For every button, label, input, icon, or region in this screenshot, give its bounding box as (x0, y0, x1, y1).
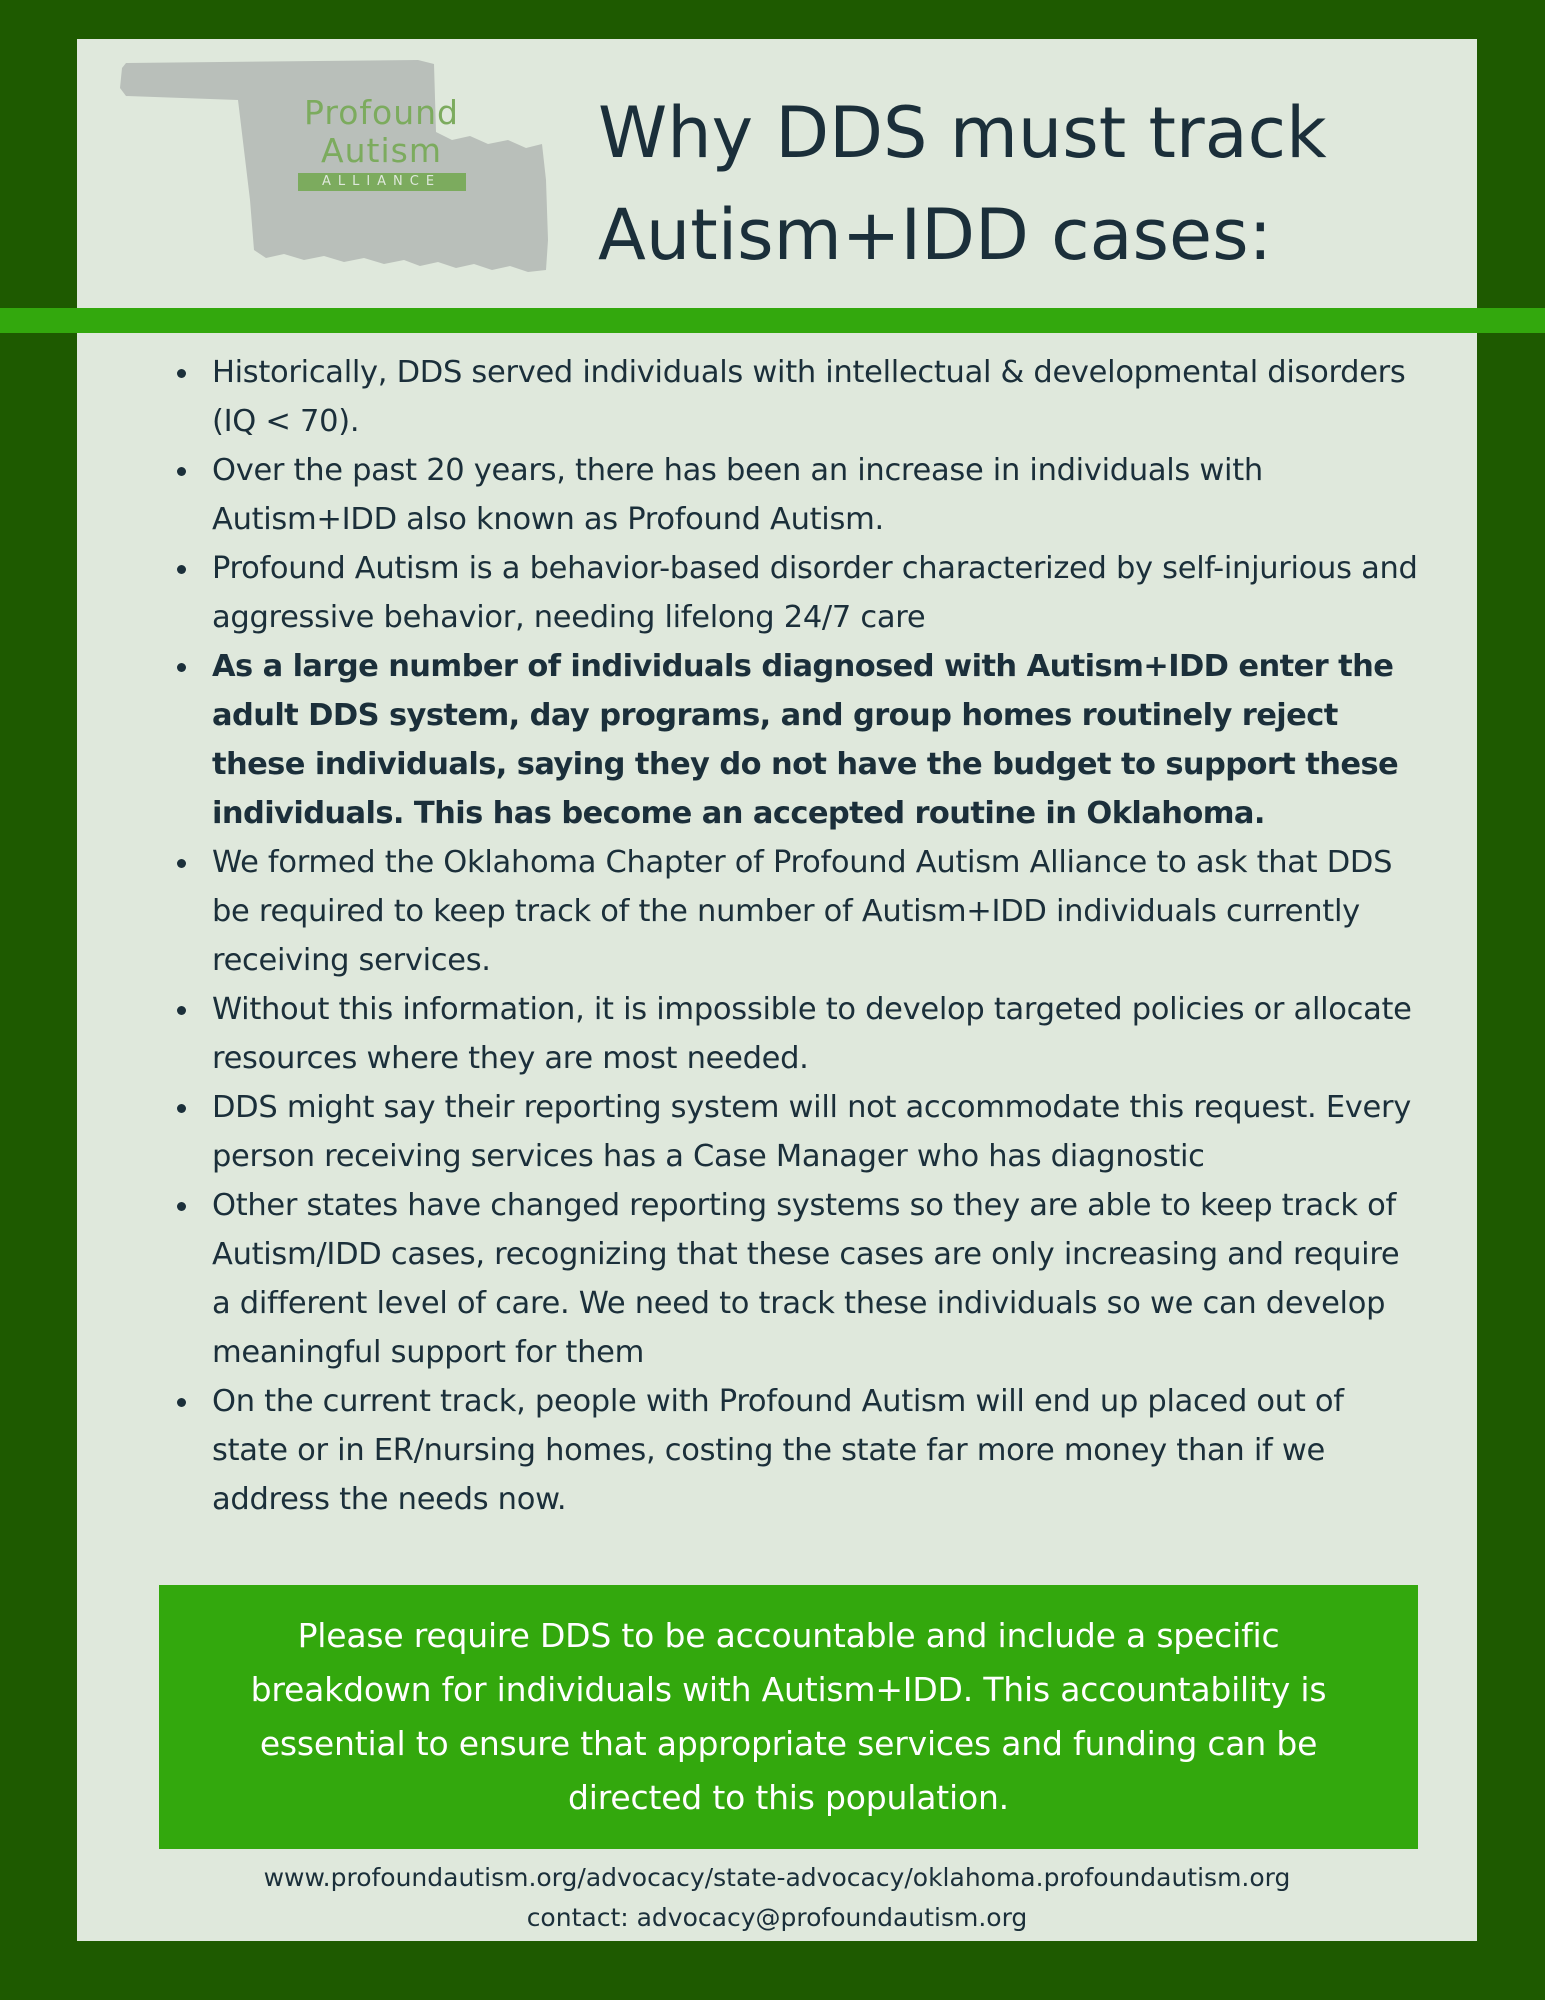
bullet-item: We formed the Oklahoma Chapter of Profound Autism Alliance to ask that DDS be required to keep track of the number of Autism+IDD individuals currently receiving services. (166, 838, 1426, 985)
bullet-item: DDS might say their reporting system will not accommodate this request. Every person receiving services has a Case Manager who has diagnostic (166, 1083, 1426, 1181)
footer-url-link[interactable]: www.profoundautism.org/advocacy/state-advocacy/oklahoma.profoundautism.org (263, 1863, 1291, 1892)
logo-wordmark (294, 94, 469, 191)
page-title (598, 82, 1458, 286)
bullet-item: Profound Autism is a behavior-based disorder characterized by self-injurious and aggressive behavior, needing lifelong 24/7 care (166, 544, 1426, 642)
profound-autism-alliance-logo (118, 60, 548, 270)
bullet-item: Historically, DDS served individuals with intellectual & developmental disorders (IQ < 70). (166, 348, 1426, 446)
bullet-item-emphasized: As a large number of individuals diagnosed with Autism+IDD enter the adult DDS system, day programs, and group homes routinely reject these individuals, saying they do not have the budget to support these individuals. This has become an accepted routine in Oklahoma. (166, 642, 1426, 838)
footer-contact-email[interactable]: contact: advocacy@profoundautism.org (526, 1903, 1028, 1932)
bullet-list (166, 348, 1426, 1524)
page-title-line-1: Why DDS must track (598, 92, 1327, 174)
logo-text-profound: Profound (304, 93, 459, 132)
logo-text-autism: Autism (321, 131, 442, 170)
bullet-item: Over the past 20 years, there has been an increase in individuals with Autism+IDD also known as Profound Autism. (166, 446, 1426, 544)
bullet-item: On the current track, people with Profound Autism will end up placed out of state or in ER/nursing homes, costing the state far more money than if we address the needs now. (166, 1377, 1426, 1524)
footer (77, 1858, 1477, 1938)
logo-text-alliance: ALLIANCE (298, 173, 466, 191)
call-to-action-box: Please require DDS to be accountable and include a specific breakdown for individuals with Autism+IDD. This accountability is essential to ensure that appropriate services and funding can be directed to this population. (159, 1585, 1418, 1849)
bullet-item: Other states have changed reporting systems so they are able to keep track of Autism/IDD cases, recognizing that these cases are only increasing and require a different level of care. We need to track these individuals so we can develop meaningful support for them (166, 1181, 1426, 1377)
page-title-line-2: Autism+IDD cases: (598, 194, 1273, 276)
header-divider-bar (0, 308, 1545, 333)
bullet-item: Without this information, it is impossible to develop targeted policies or allocate resources where they are most needed. (166, 985, 1426, 1083)
